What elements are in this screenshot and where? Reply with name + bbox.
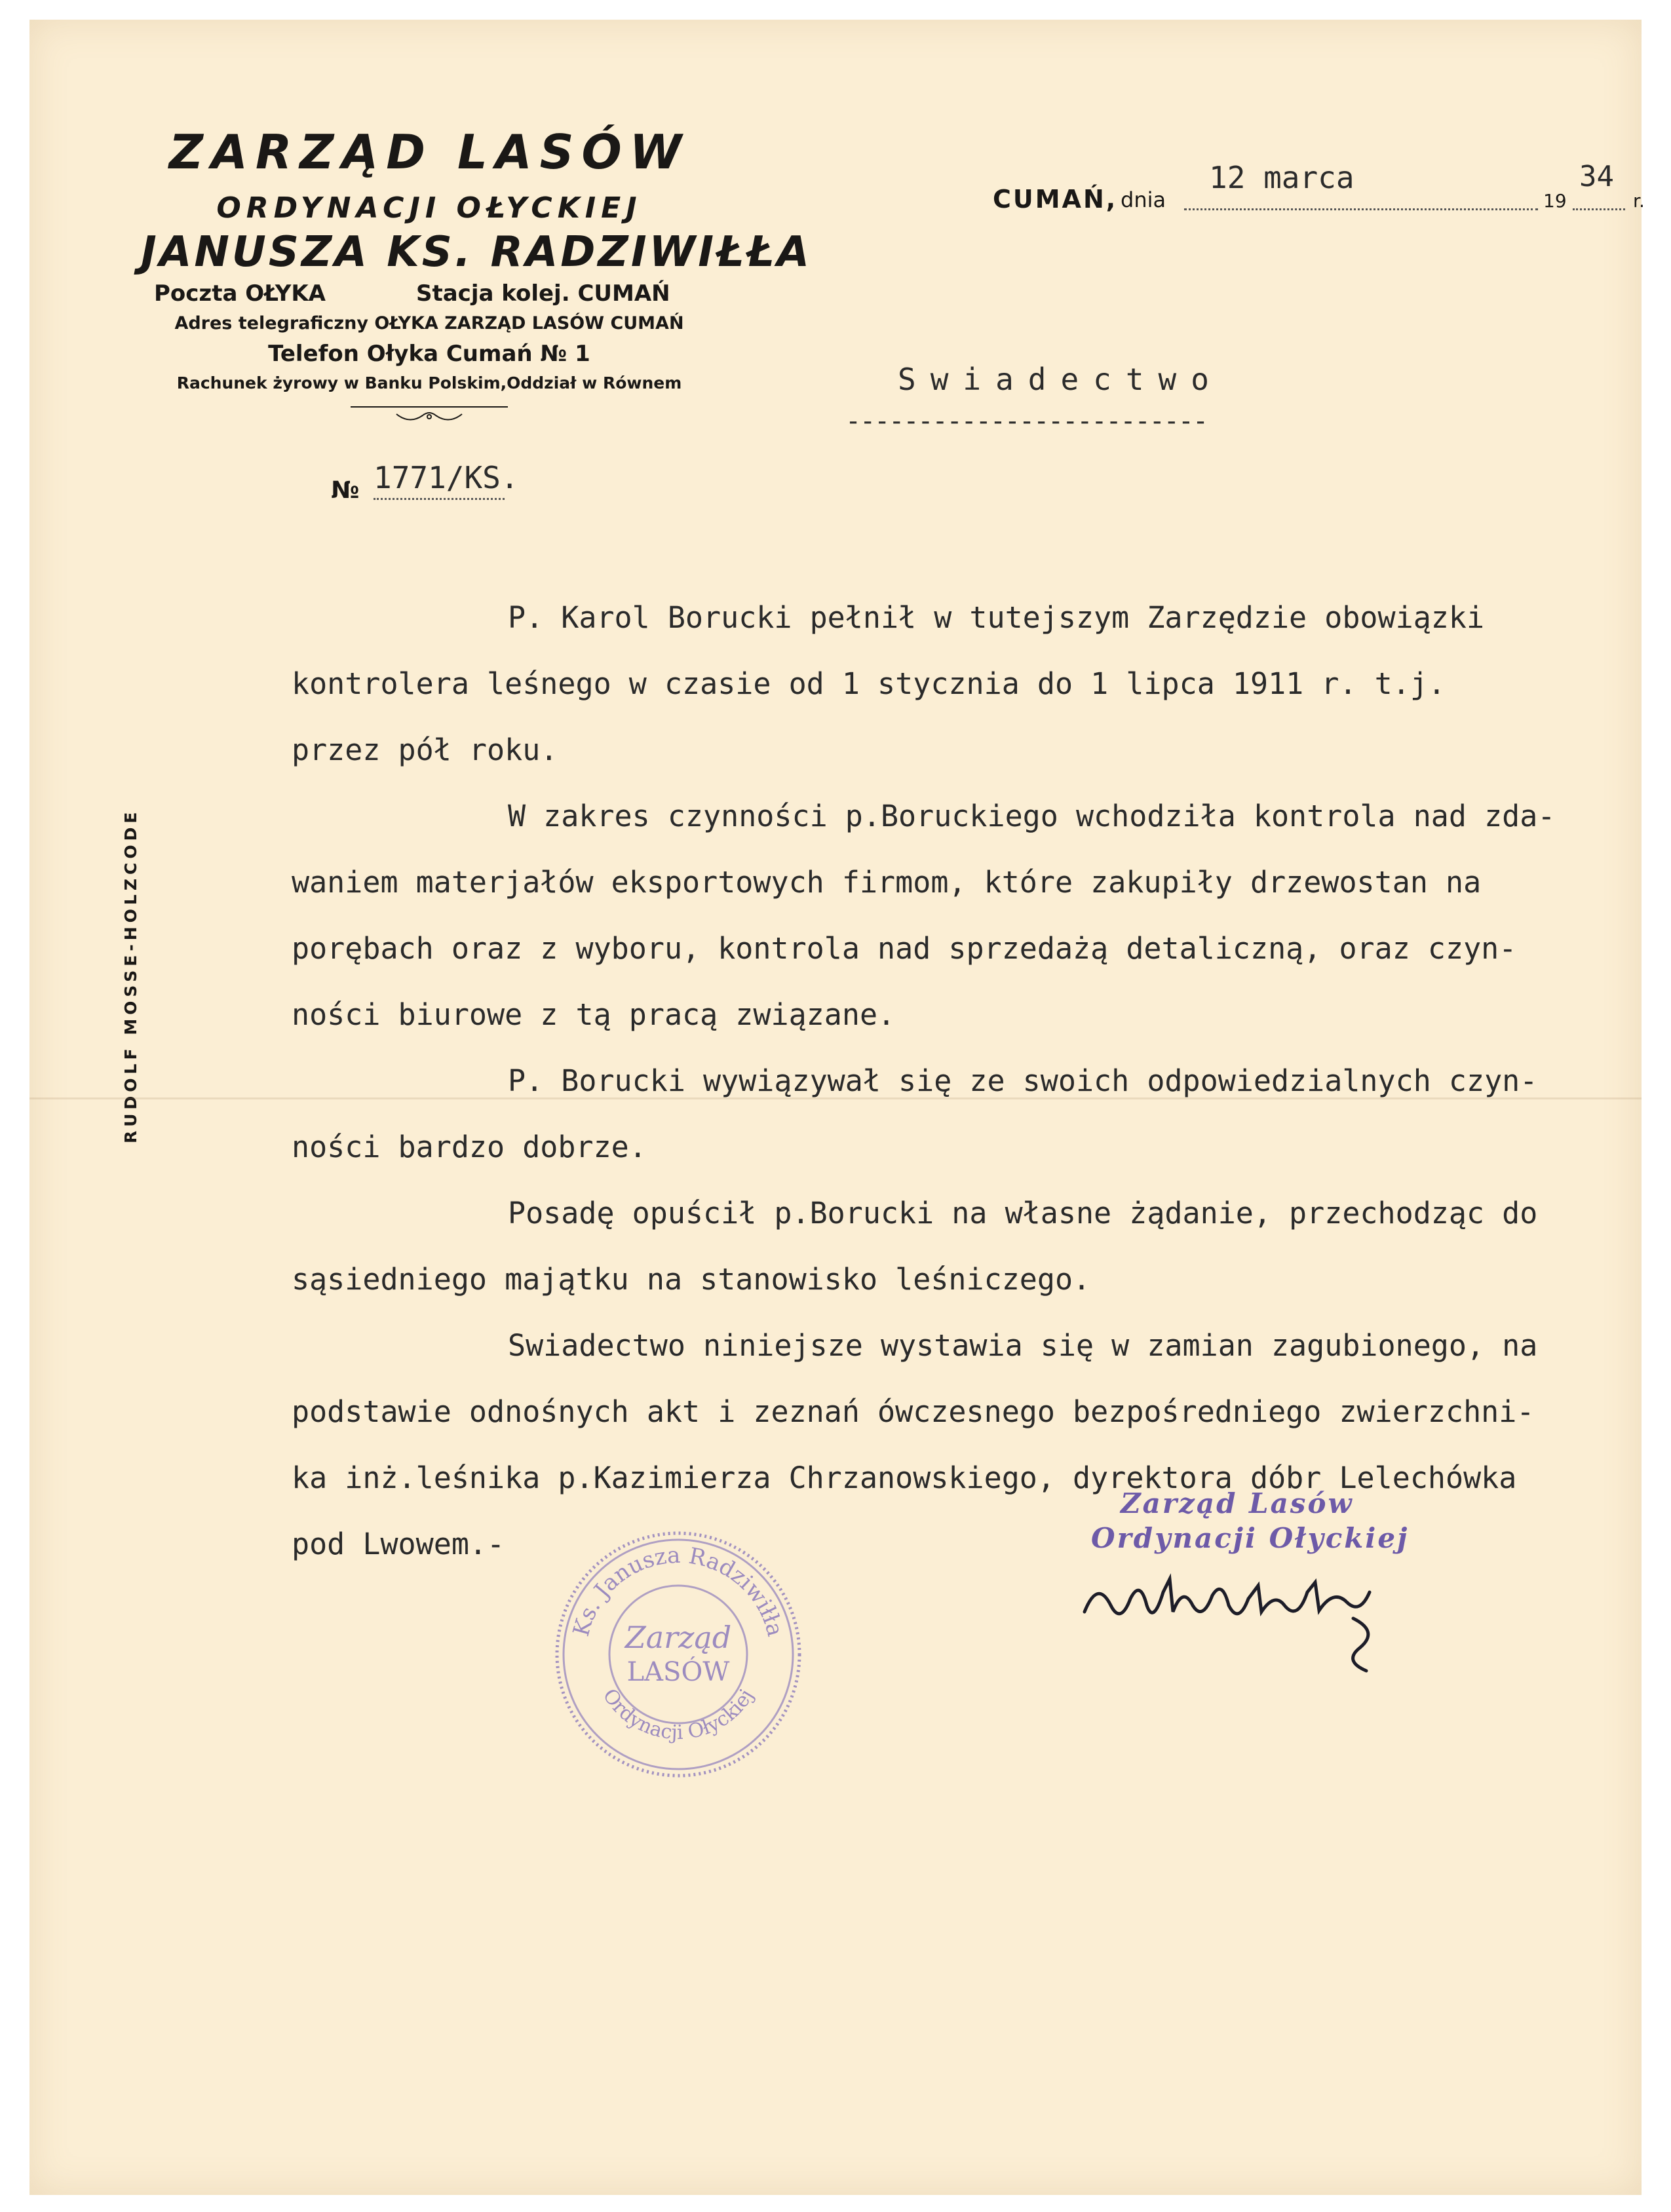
ornament-divider <box>351 406 508 427</box>
body-line: ności bardzo dobrze. <box>292 1130 647 1164</box>
number-dotted-line <box>374 498 505 500</box>
stamp-line-1: Zarząd Lasów <box>1121 1487 1354 1519</box>
title-underline: ------------------------- <box>845 406 1208 436</box>
handwritten-signature <box>1071 1540 1438 1684</box>
body-line: ności biurowe z tą pracą związane. <box>292 997 896 1032</box>
dateline-dnia: dnia <box>1121 187 1166 212</box>
letterhead-telephone: Telefon Ołyka Cumań № 1 <box>268 341 590 367</box>
body-line: P. Karol Borucki pełnił w tutejszym Zarzędzie obowiązki <box>508 600 1485 635</box>
seal-outer-top-text: Ks. Janusza Radziwiłła <box>567 1542 789 1639</box>
body-line: podstawie odnośnych akt i zeznań ówczesnego bezpośredniego zwierzchni- <box>292 1394 1535 1429</box>
seal-outer-bottom-text: Ordynacji Ołyckiej <box>598 1685 759 1745</box>
side-imprint: RUDOLF MOSSE-HOLZCODE <box>121 808 140 1143</box>
body-line: przez pół roku. <box>292 733 558 767</box>
date-dotted-line <box>1184 208 1538 210</box>
dateline-city: CUMAŃ, <box>993 185 1118 214</box>
body-line: Posadę opuścił p.Borucki na własne żądanie, przechodząc do <box>508 1196 1538 1230</box>
letterhead-telegraph-address: Adres telegraficzny OŁYKA ZARZĄD LASÓW CUMAŃ <box>174 313 684 334</box>
document-title: Swiadectwo <box>898 362 1223 397</box>
reference-number: 1771/KS. <box>374 460 519 495</box>
letter-body <box>292 584 1668 1577</box>
year-suffix: r. <box>1633 190 1645 212</box>
body-line: W zakres czynności p.Boruckiego wchodziła kontrola nad zda- <box>508 799 1556 833</box>
body-line: sąsiedniego majątku na stanowisko leśniczego. <box>292 1262 1091 1297</box>
date-value: 12 marca <box>1209 160 1354 195</box>
body-line: porębach oraz z wyboru, kontrola nad sprzedażą detaliczną, oraz czyn- <box>292 931 1517 966</box>
stamp-line-2: Ordynacji Ołyckiej <box>1091 1522 1410 1554</box>
body-line: P. Borucki wywiązywał się ze swoich odpowiedzialnych czyn- <box>508 1063 1538 1098</box>
letterhead-poczta: Poczta OŁYKA <box>154 280 326 307</box>
letterhead-title: ZARZĄD LASÓW <box>168 124 690 180</box>
letterhead-stacja: Stacja kolej. CUMAŃ <box>416 280 670 307</box>
letterhead-bank-account: Rachunek żyrowy w Banku Polskim,Oddział w Równem <box>176 373 682 392</box>
seal-inner-text-2: LASÓW <box>626 1657 730 1687</box>
document-sheet <box>29 20 1645 2195</box>
body-line: pod Lwowem.- <box>292 1527 505 1561</box>
seal-inner-text-1: Zarząd <box>624 1620 732 1655</box>
year-dotted-line <box>1573 208 1625 210</box>
svg-text:Ordynacji Ołyckiej <box>598 1685 758 1744</box>
body-line: waniem materjałów eksportowych firmom, które zakupiły drzewostan na <box>292 865 1482 900</box>
year-value: 34 <box>1579 160 1614 193</box>
letterhead-owner: JANUSZA KS. RADZIWIŁŁA <box>141 228 813 276</box>
body-line: Swiadectwo niniejsze wystawia się w zamian zagubionego, na <box>508 1328 1538 1363</box>
year-prefix: 19 <box>1543 190 1567 212</box>
flourish-icon <box>390 408 469 425</box>
letterhead-subtitle: ORDYNACJI OŁYCKIEJ <box>216 191 642 225</box>
body-line: ka inż.leśnika p.Kazimierza Chrzanowskiego, dyrektora dóbr Lelechówka <box>292 1460 1517 1495</box>
number-label: № <box>331 477 360 504</box>
official-round-seal <box>541 1517 816 1792</box>
body-line: kontrolera leśnego w czasie od 1 stycznia do 1 lipca 1911 r. t.j. <box>292 666 1446 701</box>
